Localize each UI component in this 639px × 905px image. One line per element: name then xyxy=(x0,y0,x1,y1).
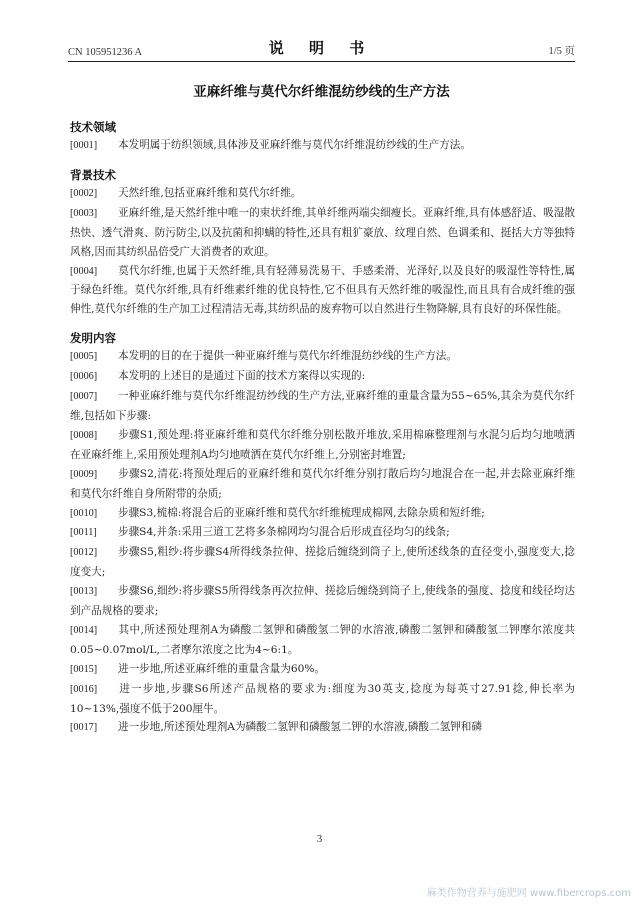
paragraph-number: [0017] xyxy=(70,722,98,734)
document-title: 亚麻纤维与莫代尔纤维混纺纱线的生产方法 xyxy=(193,84,450,100)
paragraph xyxy=(70,523,575,543)
paragraph xyxy=(70,543,575,582)
paragraph xyxy=(70,426,575,465)
section-heading: 背景技术 xyxy=(70,167,116,182)
watermark: 麻类作物营养与施肥网 www.fibercrops.com xyxy=(426,888,631,899)
paragraph-number: [0005] xyxy=(70,351,98,363)
section-heading: 技术领域 xyxy=(70,120,116,134)
paragraph-text: 其中,所述预处理剂A为磷酸二氢钾和磷酸氢二钾的水溶液,磷酸二氢钾和磷酸氢二钾摩尔浓度共0.05~0.07mol/L,二者摩尔浓度之比为4~6:1。 xyxy=(70,623,575,656)
paragraph-text: 步骤S6,细纱:将步骤S5所得线条再次拉伸、搓捻后缠绕到筒子上,使线条的强度、捻度和线径均达到产品规格的要求; xyxy=(70,585,575,618)
document-type: 说 明 书 xyxy=(268,39,375,57)
patent-number: CN 105951236 A xyxy=(68,47,143,58)
paragraph xyxy=(70,582,575,621)
paragraph-number: [0009] xyxy=(70,468,98,480)
document-body xyxy=(70,118,575,738)
paragraph xyxy=(70,621,575,660)
paragraph xyxy=(70,347,575,367)
paragraph xyxy=(70,184,575,204)
paragraph-text: 步骤S3,梳棉:将混合后的亚麻纤维和莫代尔纤维梳理成棉网,去除杂质和短纤维; xyxy=(118,506,485,519)
paragraph-text: 步骤S4,并条:采用三道工艺将多条棉网均匀混合后形成直径均匀的线条; xyxy=(118,526,450,539)
paragraph-text: 进一步地,所述预处理剂A为磷酸二氢钾和磷酸氢二钾的水溶液,磷酸二氢钾和磷 xyxy=(118,721,482,734)
paragraph-number: [0004] xyxy=(70,265,98,277)
paragraph xyxy=(70,367,575,387)
paragraph xyxy=(70,504,575,524)
paragraph-text: 本发明的上述目的是通过下面的技术方案得以实现的: xyxy=(118,370,366,383)
paragraph-number: [0006] xyxy=(70,371,98,383)
paragraph-number: [0002] xyxy=(70,187,98,199)
paragraph-number: [0016] xyxy=(70,683,98,695)
paragraph xyxy=(70,660,575,680)
paragraph-number: [0012] xyxy=(70,547,98,559)
paragraph xyxy=(70,465,575,504)
paragraph-number: [0013] xyxy=(70,586,98,598)
paragraph-text: 本发明的目的在于提供一种亚麻纤维与莫代尔纤维混纺纱线的生产方法。 xyxy=(118,350,457,363)
paragraph xyxy=(70,718,575,738)
paragraph xyxy=(70,136,575,156)
paragraph xyxy=(70,204,575,262)
paragraph-text: 天然纤维,包括亚麻纤维和莫代尔纤维。 xyxy=(118,186,302,199)
paragraph-text: 步骤S1,预处理:将亚麻纤维和莫代尔纤维分别松散开堆放,采用棉麻整理剂与水混匀后均匀地喷洒在亚麻纤维上,采用预处理剂A均匀地喷洒在莫代尔纤维上,分别密封堆置; xyxy=(70,428,575,461)
paragraph-number: [0014] xyxy=(70,624,98,636)
paragraph-number: [0010] xyxy=(70,507,98,519)
paragraph-number: [0001] xyxy=(70,140,98,151)
paragraph-text: 莫代尔纤维,也属于天然纤维,具有轻薄易洗易干、手感柔滑、光泽好,以及良好的吸湿性等特性,属于绿色纤维。莫代尔纤维,具有纤维素纤维的优良特性,它不但具有天然纤维的吸湿性,而且具有合成纤维的强伸性,莫代尔纤维的生产加工过程清洁无毒,其纺织品的废弃物可以自然进行生物降解,具有良好的环保性能。 xyxy=(70,264,575,316)
paragraph-number: [0015] xyxy=(70,663,98,675)
section-heading: 发明内容 xyxy=(70,331,116,346)
paragraph xyxy=(70,387,575,426)
paragraph-text: 进一步地,步骤S6所述产品规格的要求为:细度为30英支,捻度为每英寸27.91捻,伸长率为10~13%,强度不低于200厘牛。 xyxy=(70,682,575,715)
paragraph-number: [0011] xyxy=(70,527,97,539)
paragraph-number: [0003] xyxy=(70,207,98,219)
paragraph xyxy=(70,262,575,320)
page-of: 1/5 页 xyxy=(548,46,575,57)
paragraph-text: 步骤S2,清花:将预处理后的亚麻纤维和莫代尔纤维分别打散后均匀地混合在一起,并去除亚麻纤维和莫代尔纤维自身所附带的杂质; xyxy=(70,467,575,500)
paragraph-number: [0007] xyxy=(70,391,98,403)
page-header xyxy=(68,36,575,62)
paragraph-number: [0008] xyxy=(70,429,98,441)
page-number: 3 xyxy=(316,833,323,845)
paragraph-text: 步骤S5,粗纱:将步骤S4所得线条拉伸、搓捻后缠绕到筒子上,使所述线条的直径变小,强度变大,捻度变大; xyxy=(70,546,575,579)
paragraph-text: 进一步地,所述亚麻纤维的重量含量为60%。 xyxy=(118,662,326,675)
paragraph-text: 本发明属于纺织领域,具体涉及亚麻纤维与莫代尔纤维混纺纱线的生产方法。 xyxy=(118,139,471,151)
paragraph xyxy=(70,680,575,719)
paragraph-text: 亚麻纤维,是天然纤维中唯一的束状纤维,其单纤维两端尖细瘦长。亚麻纤维,具有体感舒适、吸湿散热快、透气滑爽、防污防尘,以及抗菌和抑螨的特性,还具有粗犷豪放、纹理自然、色调柔和、挺括大方等独特风格,因而其纺织品倍受广大消费者的欢迎。 xyxy=(70,206,575,258)
paragraph-text: 一种亚麻纤维与莫代尔纤维混纺纱线的生产方法,亚麻纤维的重量含量为55~65%,其余为莫代尔纤维,包括如下步骤: xyxy=(70,390,575,422)
